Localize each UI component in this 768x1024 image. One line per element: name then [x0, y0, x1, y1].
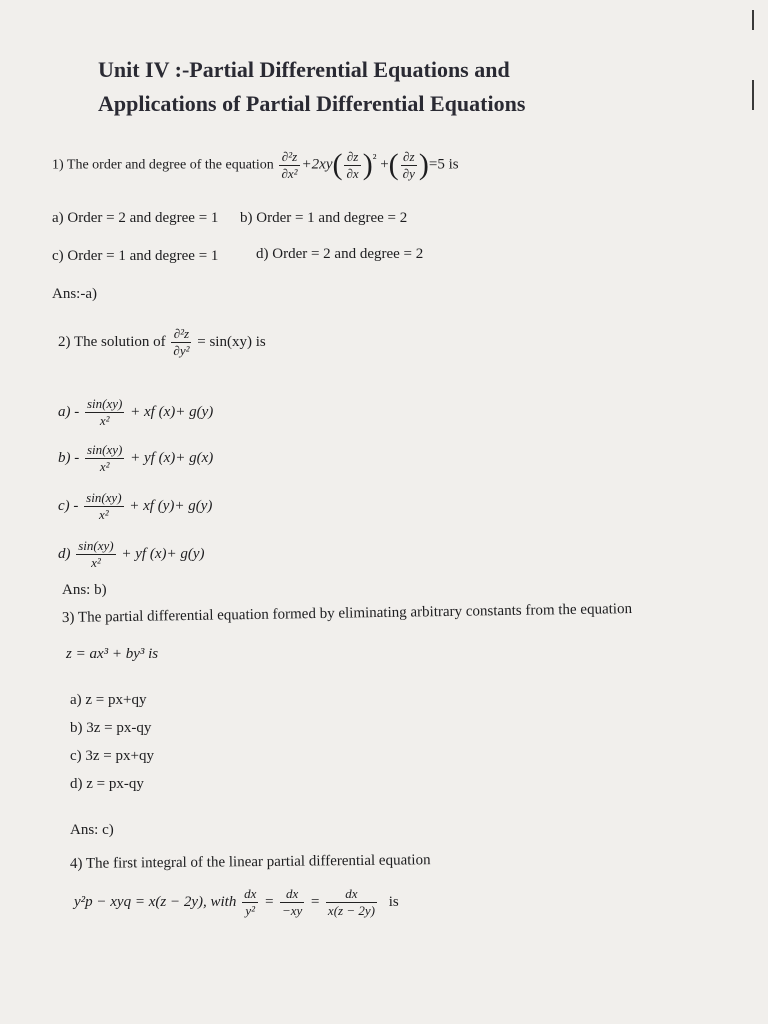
q3-option-a: a) z = px+qy: [70, 692, 147, 708]
q2-option-label: a) -: [58, 403, 80, 420]
q2-frac-den: ∂y²: [173, 343, 190, 358]
q1-frac2-den: ∂x: [346, 165, 359, 181]
q1-eq-end: =5 is: [428, 156, 459, 173]
document-title-line1: Unit IV :-Partial Differential Equations and: [98, 57, 510, 82]
q4-frac3-den: x(z − 2y): [327, 903, 375, 918]
q2-opt-den: x²: [91, 555, 101, 570]
q4-frac3-num: dx: [326, 886, 377, 903]
q2-opt-den: x²: [99, 413, 110, 428]
q4-eq-lhs: y²p − xyq = x(z − 2y), with: [74, 893, 237, 910]
q2-fraction: [171, 326, 191, 359]
q3-option-b: b) 3z = px-qy: [70, 720, 152, 736]
q2-option-rest: + xf (y)+ g(y): [129, 497, 213, 514]
q1-option-a: a) Order = 2 and degree = 1: [52, 210, 219, 226]
q4-suffix: is: [388, 893, 399, 910]
q2-option-label: d): [58, 545, 71, 562]
q1-frac3-den: ∂y: [402, 165, 415, 181]
question-2-prefix: 2) The solution of: [58, 333, 166, 350]
q2-opt-num: sin(xy): [87, 442, 123, 457]
q3-option-d: d) z = px-qy: [70, 776, 144, 792]
q1-fraction-1: [279, 149, 299, 182]
question-3: 3) The partial differential equation formed by eliminating arbitrary constants from the equation: [61, 601, 633, 626]
question-4: 4) The first integral of the linear partial differential equation: [69, 852, 431, 872]
q2-opt-den: x²: [99, 459, 110, 474]
q1-option-b: b) Order = 1 and degree = 2: [240, 210, 408, 226]
q3-answer: Ans: c): [70, 822, 114, 838]
q1-frac1-num: ∂²z: [279, 149, 299, 166]
q4-frac1-den: y²: [245, 903, 256, 918]
document-title-line2: Applications of Partial Differential Equations: [98, 91, 526, 116]
q2-option-rest: + yf (x)+ g(x): [130, 449, 214, 466]
q2-option-rest: + xf (x)+ g(y): [130, 403, 214, 420]
q4-frac1-num: dx: [244, 886, 257, 901]
q2-option-c: [58, 490, 212, 523]
q4-equals-1: =: [264, 893, 275, 910]
page-edge-mark: [752, 10, 754, 30]
q1-answer: Ans:-a): [52, 286, 97, 302]
q2-frac-num: ∂²z: [171, 326, 191, 343]
q1-option-d: d) Order = 2 and degree = 2: [256, 246, 424, 262]
q1-frac3-num: ∂z: [401, 149, 417, 166]
question-1-prefix: 1) The order and degree of the equation: [52, 157, 274, 173]
q2-option-a: [58, 396, 213, 429]
q2-opt-num: sin(xy): [78, 538, 114, 553]
q2-option-d: [58, 538, 205, 571]
q4-equation: [74, 886, 399, 919]
q1-fraction-3: [401, 149, 417, 182]
question-2-suffix: = sin(xy) is: [197, 333, 266, 350]
q2-opt-num: sin(xy): [86, 490, 122, 505]
q1-option-c: c) Order = 1 and degree = 1: [52, 248, 219, 264]
q4-frac2-den: −xy: [281, 903, 303, 918]
q2-opt-den: x²: [99, 507, 109, 522]
q1-frac2-num: ∂z: [344, 149, 360, 166]
question-2: [58, 326, 266, 359]
q3-option-c: c) 3z = px+qy: [70, 748, 154, 764]
q2-opt-num: sin(xy): [87, 396, 123, 411]
q2-option-label: c) -: [58, 497, 79, 514]
q4-equals-2: =: [310, 893, 321, 910]
page-edge-mark: [752, 80, 754, 110]
q1-fraction-2: [344, 149, 360, 182]
q1-eq-plus: +: [380, 156, 389, 173]
question-1: 1) The order and degree of the equation $\frac{\text{∂²z}}{\text{∂x²}}$ +2xy( $\frac{\partial z}{\partial x}$ )$^{^2}$ +( $\frac{\partial z}{\partial y}$ )=5 is: [52, 148, 459, 181]
q3-equation: z = ax³ + by³ is: [66, 646, 159, 662]
q2-option-b: [58, 442, 213, 475]
q2-option-label: b) -: [58, 449, 80, 466]
q1-eq-power: ²: [372, 151, 377, 166]
q1-eq-mid: +2xy: [301, 156, 333, 173]
q4-frac2-num: dx: [280, 886, 304, 903]
q2-answer: Ans: b): [62, 582, 107, 598]
q1-frac1-den: ∂x²: [281, 165, 298, 181]
q2-option-rest: + yf (x)+ g(y): [121, 545, 205, 562]
